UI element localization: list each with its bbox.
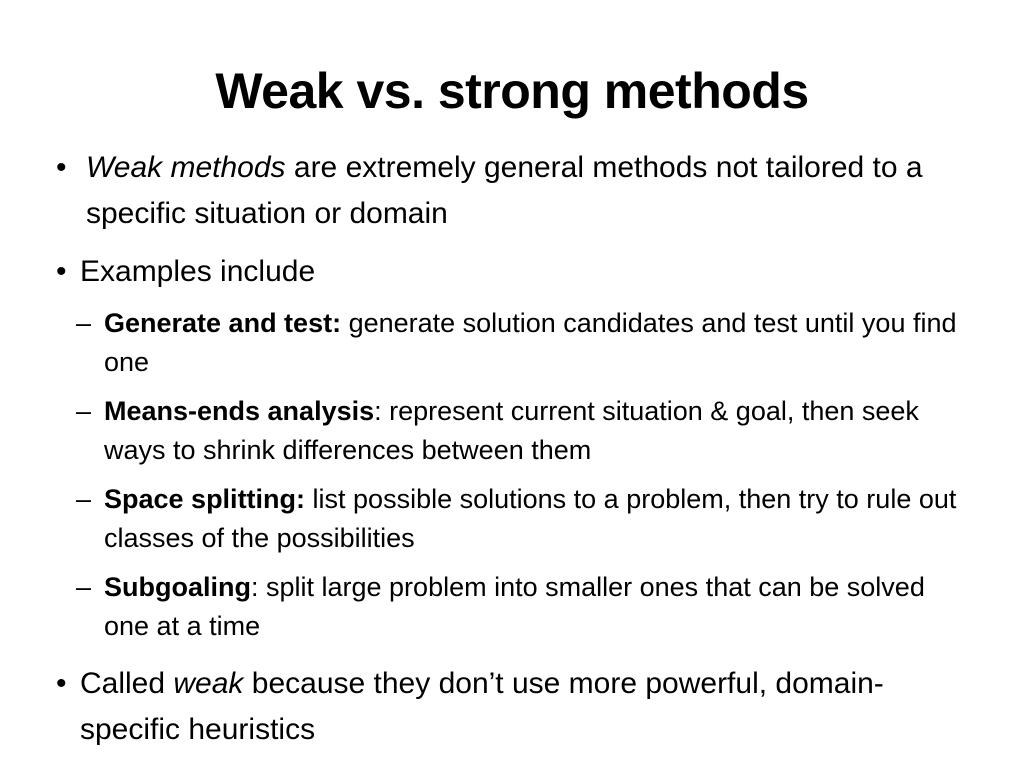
sub-bullet-means-ends-analysis bbox=[76, 392, 976, 470]
dash-icon: – bbox=[76, 396, 92, 426]
term-text: Space splitting: bbox=[104, 484, 306, 514]
bullet-rest-text: are extremely general methods not tailored to a specific situation or domain bbox=[86, 151, 923, 230]
dash-icon: – bbox=[76, 484, 92, 514]
bullet-pre-text: Called bbox=[80, 667, 174, 700]
sub-bullet-space-splitting bbox=[76, 480, 976, 558]
dash-icon: – bbox=[76, 572, 92, 602]
bullet-text bbox=[80, 661, 976, 753]
bullet-called-weak bbox=[56, 661, 976, 753]
term-text: Generate and test: bbox=[104, 308, 342, 338]
sub-bullet-text bbox=[104, 392, 976, 470]
desc-text: list possible solutions to a problem, then try to rule out classes of the possibilities bbox=[104, 484, 957, 553]
emphasis-text: weak bbox=[173, 667, 244, 700]
term-text: Means-ends analysis bbox=[104, 396, 375, 426]
sub-bullet-text bbox=[104, 568, 976, 646]
bullet-icon: • bbox=[56, 151, 67, 184]
desc-text: : split large problem into smaller ones that can be solved one at a time bbox=[104, 572, 925, 641]
sub-bullet-subgoaling bbox=[76, 568, 976, 646]
sub-bullet-text bbox=[104, 480, 976, 558]
sub-bullet-generate-and-test bbox=[76, 304, 976, 382]
bullet-rest-text: because they don’t use more powerful, domain-specific heuristics bbox=[80, 667, 884, 746]
desc-text: : represent current situation & goal, then seek ways to shrink differences between them bbox=[104, 396, 919, 465]
term-text: Subgoaling bbox=[104, 572, 251, 602]
bullet-examples bbox=[56, 249, 976, 295]
slide-title: Weak vs. strong methods bbox=[215, 63, 809, 119]
bullet-text bbox=[86, 145, 976, 237]
bullet-weak-methods bbox=[56, 145, 976, 237]
bullet-text: Examples include bbox=[80, 255, 316, 288]
desc-text: generate solution candidates and test until you find one bbox=[104, 308, 957, 377]
bullet-icon: • bbox=[56, 255, 67, 288]
sub-bullet-text bbox=[104, 304, 976, 382]
dash-icon: – bbox=[76, 308, 92, 338]
emphasis-text: Weak methods bbox=[86, 151, 286, 184]
bullet-icon: • bbox=[56, 667, 67, 700]
